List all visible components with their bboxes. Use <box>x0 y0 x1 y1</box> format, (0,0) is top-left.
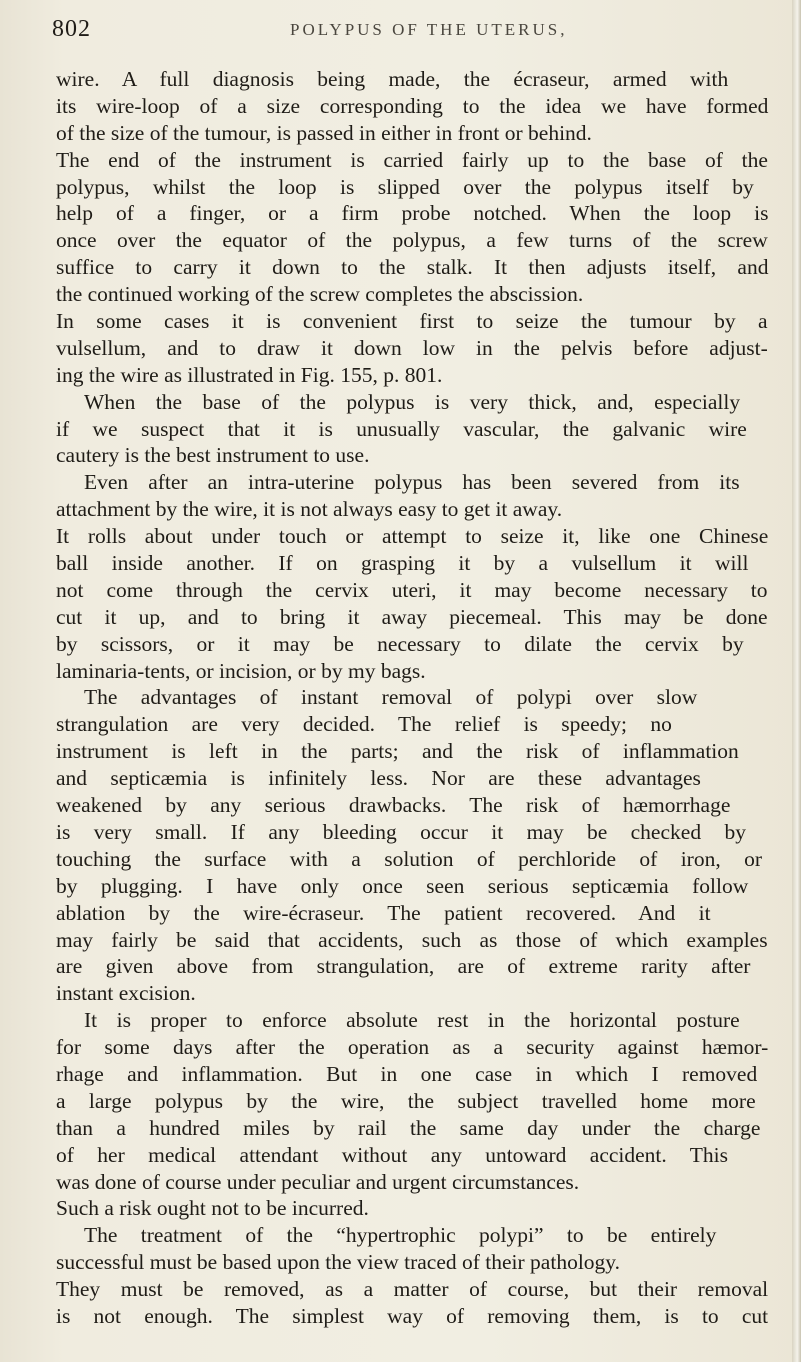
text-line: rhage and inflammation. But in one case in which I removed <box>56 1061 758 1086</box>
text-line: suffice to carry it down to the stalk. It then adjusts itself, and <box>56 255 769 280</box>
text-line: instrument is left in the parts; and the risk of inflammation <box>56 739 739 764</box>
text-line: Even after an intra-uterine polypus has been severed from its <box>84 470 740 495</box>
text-line: is very small. If any bleeding occur it may be checked by <box>56 819 746 844</box>
text-line: was done of course under peculiar and urgent circumstances. <box>56 1169 580 1194</box>
text-line: wire. A full diagnosis being made, the écraseur, armed with <box>56 67 729 91</box>
page-header <box>52 16 752 50</box>
text-line: ball inside another. If on grasping it by a vulsellum it will <box>56 551 749 576</box>
text-line: may fairly be said that accidents, such as those of which examples <box>56 927 768 952</box>
text-line: The end of the instrument is carried fairly up to the base of the <box>56 147 768 172</box>
text-line: of her medical attendant without any untoward accident. This <box>56 1142 728 1167</box>
text-line: not come through the cervix uteri, it may become necessary to <box>56 577 768 602</box>
text-line: ing the wire as illustrated in Fig. 155, p. 801. <box>56 362 443 387</box>
running-head: POLYPUS OF THE UTERUS, <box>290 20 568 39</box>
text-line: than a hundred miles by rail the same day under the charge <box>56 1115 761 1140</box>
text-line: weakened by any serious drawbacks. The risk of hæmorrhage <box>56 793 731 818</box>
text-line: help of a finger, or a firm probe notched. When the loop is <box>56 201 769 226</box>
page-number: 802 <box>52 16 91 42</box>
text-line: cut it up, and to bring it away piecemeal. This may be done <box>56 604 768 629</box>
text-line: ablation by the wire-écraseur. The patient recovered. And it <box>56 900 711 925</box>
text-line: The advantages of instant removal of polypi over slow <box>84 685 698 710</box>
text-line: laminaria-tents, or incision, or by my bags. <box>56 658 426 683</box>
text-line: It rolls about under touch or attempt to seize it, like one Chinese <box>56 524 769 549</box>
text-line: vulsellum, and to draw it down low in the pelvis before adjust- <box>56 335 768 360</box>
text-line: if we suspect that it is unusually vascular, the galvanic wire <box>56 416 747 441</box>
text-line: When the base of the polypus is very thick, and, especially <box>84 389 741 414</box>
text-line: once over the equator of the polypus, a few turns of the screw <box>56 228 768 253</box>
text-line: cautery is the best instrument to use. <box>56 443 370 468</box>
text-line: instant excision. <box>56 981 196 1006</box>
text-line: the continued working of the screw completes the abscission. <box>56 282 584 307</box>
text-line: Such a risk ought not to be incurred. <box>56 1196 369 1221</box>
text-line: for some days after the operation as a security against hæmor- <box>56 1035 769 1060</box>
text-line: by plugging. I have only once seen serious septicæmia follow <box>56 873 749 898</box>
text-line: are given above from strangulation, are of extreme rarity after <box>56 954 751 979</box>
text-line: its wire-loop of a size corresponding to the idea we have formed <box>56 93 769 118</box>
text-line: a large polypus by the wire, the subject travelled home more <box>56 1088 756 1113</box>
text-line: It is proper to enforce absolute rest in the horizontal posture <box>84 1008 740 1033</box>
page-edge <box>792 0 801 1362</box>
text-line: touching the surface with a solution of perchloride of iron, or <box>56 846 763 871</box>
text-line: by scissors, or it may be necessary to dilate the cervix by <box>56 631 744 656</box>
text-line: and septicæmia is infinitely less. Nor are these advantages <box>56 766 701 791</box>
text-line: The treatment of the “hypertrophic polypi” to be entirely <box>84 1223 717 1248</box>
text-line: of the size of the tumour, is passed in either in front or behind. <box>56 120 592 145</box>
text-line: They must be removed, as a matter of course, but their removal <box>56 1277 769 1302</box>
text-line: attachment by the wire, it is not always easy to get it away. <box>56 497 563 522</box>
body-text <box>56 66 768 1330</box>
text-line: strangulation are very decided. The relief is speedy; no <box>56 712 672 737</box>
text-line: successful must be based upon the view traced of their pathology. <box>56 1250 621 1275</box>
text-line: polypus, whilst the loop is slipped over the polypus itself by <box>56 174 754 199</box>
text-line: is not enough. The simplest way of removing them, is to cut <box>56 1303 769 1328</box>
text-line: In some cases it is convenient first to seize the tumour by a <box>56 309 768 334</box>
